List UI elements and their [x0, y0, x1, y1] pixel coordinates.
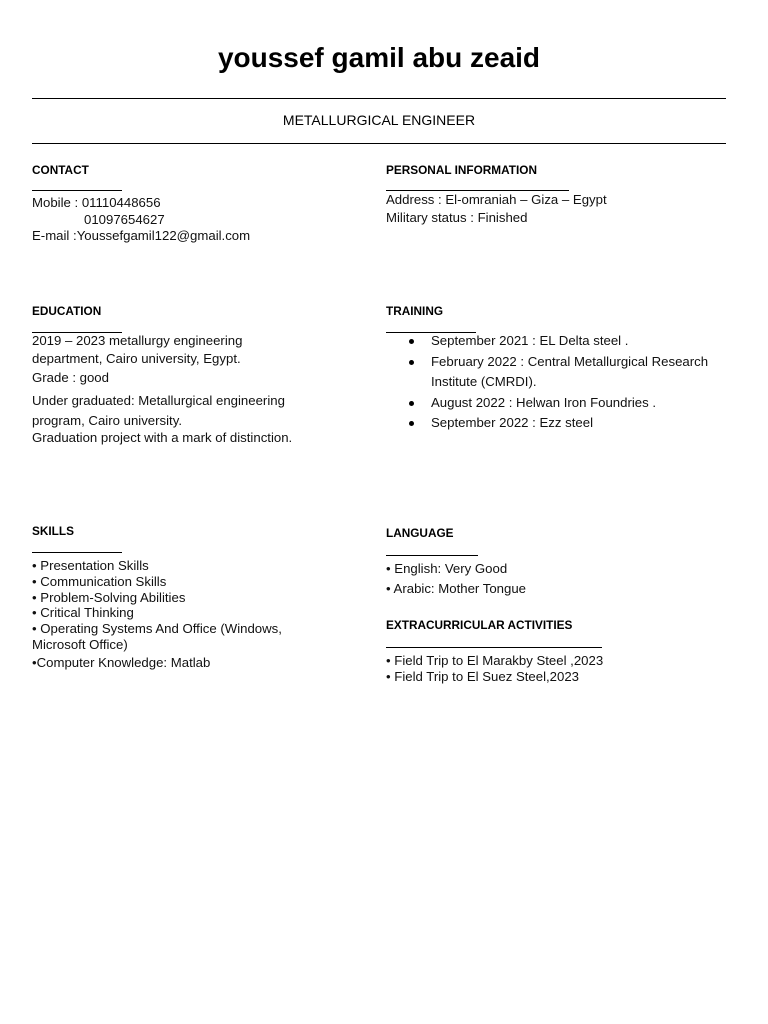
training-item: February 2022 : Central Metallurgical Research — [431, 354, 709, 369]
education-line: 2019 – 2023 metallurgy engineering — [32, 333, 243, 348]
contact-heading: CONTACT — [32, 163, 89, 177]
bullet-icon — [409, 339, 414, 344]
training-item: August 2022 : Helwan Iron Foundries . — [431, 395, 657, 410]
education-heading: EDUCATION — [32, 304, 102, 318]
training-heading: TRAINING — [386, 304, 444, 318]
training-item: September 2021 : EL Delta steel . — [431, 333, 629, 348]
education-line: Grade : good — [32, 370, 109, 385]
job-title: METALLURGICAL ENGINEER — [282, 112, 476, 128]
header-bottom-divider — [32, 143, 726, 144]
extracurricular-item: • Field Trip to El Marakby Steel ,2023 — [386, 653, 604, 668]
extracurricular-heading: EXTRACURRICULAR ACTIVITIES — [386, 618, 573, 632]
skill-item: •Computer Knowledge: Matlab — [32, 655, 211, 670]
skills-heading-underline — [32, 552, 122, 553]
extracurricular-item: • Field Trip to El Suez Steel,2023 — [386, 669, 580, 684]
language-item: • English: Very Good — [386, 561, 508, 576]
skill-item: • Critical Thinking — [32, 605, 134, 620]
education-line: department, Cairo university, Egypt. — [32, 351, 241, 366]
personal-information-heading: PERSONAL INFORMATION — [386, 163, 537, 177]
skill-item: • Communication Skills — [32, 574, 167, 589]
skills-heading: SKILLS — [32, 524, 74, 538]
extracurricular-heading-underline — [386, 647, 602, 648]
contact-heading-underline — [32, 190, 122, 191]
candidate-name: youssef gamil abu zeaid — [217, 42, 541, 73]
personal-information-heading-underline — [386, 190, 569, 191]
education-line: Graduation project with a mark of distinction. — [32, 430, 293, 445]
header-top-divider — [32, 98, 726, 99]
skill-item: • Problem-Solving Abilities — [32, 590, 186, 605]
contact-mobile: Mobile : 01110448656 — [32, 195, 161, 210]
personal-military-status: Military status : Finished — [386, 210, 528, 225]
training-item-continuation: Institute (CMRDI). — [431, 374, 537, 389]
contact-mobile-alt: 01097654627 — [84, 212, 165, 227]
contact-email: E-mail :Youssefgamil122@gmail.com — [32, 228, 251, 243]
personal-address: Address : El-omraniah – Giza – Egypt — [386, 192, 607, 207]
skill-item: • Presentation Skills — [32, 558, 149, 573]
skill-item: • Operating Systems And Office (Windows, — [32, 621, 282, 636]
language-item: • Arabic: Mother Tongue — [386, 581, 526, 596]
education-line: program, Cairo university. — [32, 413, 182, 428]
skill-item-continuation: Microsoft Office) — [32, 637, 128, 652]
language-heading-underline — [386, 555, 478, 556]
bullet-icon — [409, 401, 414, 406]
education-line: Under graduated: Metallurgical engineering — [32, 393, 285, 408]
training-item: September 2022 : Ezz steel — [431, 415, 594, 430]
language-heading: LANGUAGE — [386, 526, 454, 540]
bullet-icon — [409, 360, 414, 365]
bullet-icon — [409, 421, 414, 426]
